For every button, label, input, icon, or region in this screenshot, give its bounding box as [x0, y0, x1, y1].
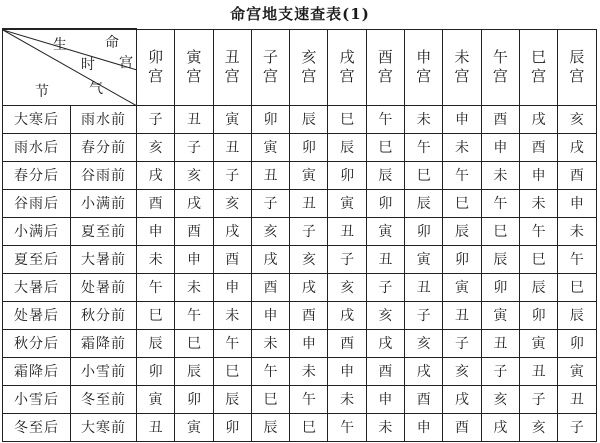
corner-gong: 宫: [119, 55, 133, 71]
branch-cell: 申: [366, 385, 404, 413]
solar-term-after: 夏至后: [3, 245, 71, 273]
palace-gong-char: 宫: [148, 67, 164, 85]
branch-cell: 子: [443, 329, 481, 357]
branch-cell: 丑: [481, 329, 519, 357]
branch-cell: 寅: [175, 413, 213, 441]
branch-cell: 酉: [443, 413, 481, 441]
palace-branch-char: 未: [454, 48, 470, 66]
branch-cell: 辰: [519, 273, 557, 301]
palace-column-header: [213, 29, 251, 105]
branch-cell: 戌: [328, 301, 366, 329]
branch-cell: 丑: [328, 217, 366, 245]
branch-cell: 未: [558, 217, 596, 245]
branch-cell: 申: [405, 413, 443, 441]
solar-term-after: 小满后: [3, 217, 71, 245]
branch-cell: 辰: [213, 385, 251, 413]
palace-branch-char: 巳: [531, 48, 547, 66]
branch-cell: 申: [175, 245, 213, 273]
branch-cell: 午: [366, 105, 404, 133]
branch-cell: 戌: [251, 245, 289, 273]
branch-cell: 卯: [137, 357, 175, 385]
branch-cell: 酉: [366, 357, 404, 385]
branch-cell: 酉: [328, 329, 366, 357]
solar-term-before: 谷雨前: [71, 161, 137, 189]
branch-cell: 巳: [481, 217, 519, 245]
branch-cell: 申: [290, 329, 328, 357]
table-row: [3, 273, 597, 301]
solar-term-before: 大寒前: [71, 413, 137, 441]
branch-cell: 子: [405, 301, 443, 329]
branch-cell: 午: [213, 329, 251, 357]
branch-cell: 未: [328, 385, 366, 413]
branch-cell: 戌: [405, 357, 443, 385]
branch-cell: 寅: [290, 161, 328, 189]
branch-cell: 午: [443, 161, 481, 189]
branch-cell: 午: [519, 217, 557, 245]
table-row: [3, 357, 597, 385]
lookup-table: [2, 28, 597, 442]
palace-gong-char: 宫: [377, 67, 393, 85]
branch-cell: 辰: [481, 245, 519, 273]
solar-term-after: 大寒后: [3, 105, 71, 133]
branch-cell: 丑: [443, 301, 481, 329]
branch-cell: 亥: [328, 273, 366, 301]
table-row: [3, 105, 597, 133]
branch-cell: 午: [290, 385, 328, 413]
branch-cell: 辰: [405, 189, 443, 217]
palace-branch-char: 申: [416, 48, 432, 66]
branch-cell: 午: [137, 273, 175, 301]
solar-term-after: 霜降后: [3, 357, 71, 385]
branch-cell: 戌: [443, 385, 481, 413]
branch-cell: 申: [328, 357, 366, 385]
branch-cell: 亥: [251, 217, 289, 245]
corner-jie: 节: [35, 84, 49, 100]
branch-cell: 申: [481, 133, 519, 161]
solar-term-before: 冬至前: [71, 385, 137, 413]
branch-cell: 卯: [175, 385, 213, 413]
palace-gong-char: 宫: [301, 67, 317, 85]
branch-cell: 亥: [558, 105, 596, 133]
branch-cell: 巳: [366, 133, 404, 161]
branch-cell: 巳: [251, 385, 289, 413]
branch-cell: 亥: [213, 189, 251, 217]
branch-cell: 酉: [481, 105, 519, 133]
branch-cell: 子: [290, 217, 328, 245]
branch-cell: 子: [213, 161, 251, 189]
branch-cell: 子: [519, 385, 557, 413]
branch-cell: 巳: [290, 413, 328, 441]
page-title: 命宫地支速查表(1): [230, 5, 370, 23]
branch-cell: 巳: [405, 161, 443, 189]
branch-cell: 戌: [175, 189, 213, 217]
solar-term-after: 处暑后: [3, 301, 71, 329]
branch-cell: 丑: [405, 273, 443, 301]
lookup-table-container: [2, 28, 596, 441]
branch-cell: 巳: [213, 357, 251, 385]
branch-cell: 卯: [405, 217, 443, 245]
branch-cell: 寅: [213, 105, 251, 133]
table-row: [3, 329, 597, 357]
branch-cell: 子: [175, 133, 213, 161]
branch-cell: 丑: [519, 357, 557, 385]
branch-cell: 子: [328, 245, 366, 273]
header-row: [3, 29, 597, 105]
palace-column-header: [558, 29, 596, 105]
branch-cell: 卯: [519, 301, 557, 329]
branch-cell: 丑: [290, 189, 328, 217]
corner-birth: 生: [53, 37, 67, 53]
branch-cell: 卯: [213, 413, 251, 441]
branch-cell: 辰: [558, 301, 596, 329]
branch-cell: 未: [366, 413, 404, 441]
table-row: [3, 217, 597, 245]
palace-branch-char: 亥: [301, 48, 317, 66]
branch-cell: 巳: [328, 105, 366, 133]
branch-cell: 巳: [137, 301, 175, 329]
solar-term-after: 小雪后: [3, 385, 71, 413]
branch-cell: 戌: [366, 329, 404, 357]
branch-cell: 寅: [137, 385, 175, 413]
palace-column-header: [481, 29, 519, 105]
branch-cell: 寅: [558, 357, 596, 385]
palace-column-header: [175, 29, 213, 105]
branch-cell: 酉: [405, 385, 443, 413]
branch-cell: 寅: [481, 301, 519, 329]
palace-branch-char: 午: [492, 48, 508, 66]
branch-cell: 未: [443, 133, 481, 161]
palace-gong-char: 宫: [416, 67, 432, 85]
branch-cell: 寅: [443, 273, 481, 301]
branch-cell: 巳: [519, 245, 557, 273]
branch-cell: 未: [175, 273, 213, 301]
branch-cell: 巳: [175, 329, 213, 357]
branch-cell: 亥: [519, 413, 557, 441]
palace-column-header: [290, 29, 328, 105]
palace-gong-char: 宫: [224, 67, 240, 85]
branch-cell: 子: [137, 105, 175, 133]
branch-cell: 戌: [290, 273, 328, 301]
branch-cell: 午: [481, 189, 519, 217]
branch-cell: 卯: [443, 245, 481, 273]
branch-cell: 子: [481, 357, 519, 385]
branch-cell: 寅: [405, 245, 443, 273]
branch-cell: 未: [213, 301, 251, 329]
palace-branch-char: 子: [263, 48, 279, 66]
branch-cell: 辰: [137, 329, 175, 357]
branch-cell: 卯: [481, 273, 519, 301]
palace-gong-char: 宫: [454, 67, 470, 85]
palace-gong-char: 宫: [186, 67, 202, 85]
branch-cell: 午: [558, 245, 596, 273]
branch-cell: 未: [519, 189, 557, 217]
branch-cell: 午: [251, 357, 289, 385]
branch-cell: 申: [519, 161, 557, 189]
branch-cell: 辰: [366, 161, 404, 189]
palace-column-header: [251, 29, 289, 105]
branch-cell: 亥: [137, 133, 175, 161]
branch-cell: 子: [558, 413, 596, 441]
branch-cell: 亥: [481, 385, 519, 413]
palace-column-header: [519, 29, 557, 105]
solar-term-before: 秋分前: [71, 301, 137, 329]
solar-term-after: 春分后: [3, 161, 71, 189]
palace-column-header: [366, 29, 404, 105]
corner-time: 时: [81, 57, 95, 73]
branch-cell: 未: [137, 245, 175, 273]
branch-cell: 辰: [290, 105, 328, 133]
palace-gong-char: 宫: [531, 67, 547, 85]
corner-header: [3, 29, 137, 105]
palace-column-header: [405, 29, 443, 105]
branch-cell: 亥: [290, 245, 328, 273]
branch-cell: 卯: [558, 329, 596, 357]
palace-branch-char: 寅: [186, 48, 202, 66]
branch-cell: 戌: [137, 161, 175, 189]
solar-term-after: 大暑后: [3, 273, 71, 301]
solar-term-before: 处暑前: [71, 273, 137, 301]
branch-cell: 丑: [558, 385, 596, 413]
branch-cell: 子: [251, 189, 289, 217]
solar-term-after: 冬至后: [3, 413, 71, 441]
branch-cell: 未: [481, 161, 519, 189]
branch-cell: 午: [405, 133, 443, 161]
branch-cell: 酉: [213, 245, 251, 273]
solar-term-before: 小雪前: [71, 357, 137, 385]
branch-cell: 寅: [519, 329, 557, 357]
solar-term-before: 夏至前: [71, 217, 137, 245]
palace-column-header: [328, 29, 366, 105]
table-row: [3, 161, 597, 189]
branch-cell: 戌: [481, 413, 519, 441]
branch-cell: 亥: [405, 329, 443, 357]
branch-cell: 未: [290, 357, 328, 385]
solar-term-before: 霜降前: [71, 329, 137, 357]
solar-term-before: 雨水前: [71, 105, 137, 133]
branch-cell: 亥: [175, 161, 213, 189]
palace-gong-char: 宫: [339, 67, 355, 85]
palace-branch-char: 戌: [339, 48, 355, 66]
branch-cell: 亥: [443, 357, 481, 385]
palace-branch-char: 酉: [377, 48, 393, 66]
solar-term-before: 小满前: [71, 189, 137, 217]
branch-cell: 子: [366, 273, 404, 301]
branch-cell: 丑: [213, 133, 251, 161]
branch-cell: 丑: [175, 105, 213, 133]
palace-gong-char: 宫: [263, 67, 279, 85]
branch-cell: 戌: [558, 133, 596, 161]
table-row: [3, 413, 597, 441]
branch-cell: 申: [251, 301, 289, 329]
table-row: [3, 133, 597, 161]
branch-cell: 申: [137, 217, 175, 245]
branch-cell: 巳: [558, 273, 596, 301]
branch-cell: 丑: [251, 161, 289, 189]
table-row: [3, 245, 597, 273]
palace-gong-char: 宫: [569, 67, 585, 85]
solar-term-after: 秋分后: [3, 329, 71, 357]
solar-term-before: 大暑前: [71, 245, 137, 273]
branch-cell: 辰: [251, 413, 289, 441]
branch-cell: 申: [558, 189, 596, 217]
palace-column-header: [443, 29, 481, 105]
solar-term-after: 雨水后: [3, 133, 71, 161]
branch-cell: 申: [213, 273, 251, 301]
branch-cell: 辰: [175, 357, 213, 385]
branch-cell: 酉: [290, 301, 328, 329]
solar-term-before: 春分前: [71, 133, 137, 161]
branch-cell: 辰: [443, 217, 481, 245]
branch-cell: 酉: [519, 133, 557, 161]
branch-cell: 戌: [519, 105, 557, 133]
branch-cell: 巳: [443, 189, 481, 217]
palace-branch-char: 卯: [148, 48, 164, 66]
branch-cell: 丑: [366, 245, 404, 273]
branch-cell: 卯: [328, 161, 366, 189]
branch-cell: 寅: [251, 133, 289, 161]
corner-ming: 命: [105, 35, 119, 51]
branch-cell: 卯: [290, 133, 328, 161]
branch-cell: 午: [328, 413, 366, 441]
branch-cell: 卯: [366, 189, 404, 217]
branch-cell: 亥: [366, 301, 404, 329]
table-row: [3, 301, 597, 329]
branch-cell: 未: [251, 329, 289, 357]
branch-cell: 丑: [137, 413, 175, 441]
table-row: [3, 385, 597, 413]
branch-cell: 戌: [213, 217, 251, 245]
palace-branch-char: 辰: [569, 48, 585, 66]
branch-cell: 辰: [328, 133, 366, 161]
branch-cell: 卯: [251, 105, 289, 133]
branch-cell: 午: [175, 301, 213, 329]
branch-cell: 酉: [558, 161, 596, 189]
palace-branch-char: 丑: [224, 48, 240, 66]
branch-cell: 申: [443, 105, 481, 133]
branch-cell: 酉: [175, 217, 213, 245]
palace-gong-char: 宫: [492, 67, 508, 85]
corner-qi: 气: [89, 81, 103, 97]
branch-cell: 寅: [366, 217, 404, 245]
branch-cell: 寅: [328, 189, 366, 217]
branch-cell: 酉: [137, 189, 175, 217]
branch-cell: 未: [405, 105, 443, 133]
solar-term-after: 谷雨后: [3, 189, 71, 217]
branch-cell: 酉: [251, 273, 289, 301]
table-row: [3, 189, 597, 217]
palace-column-header: [137, 29, 175, 105]
